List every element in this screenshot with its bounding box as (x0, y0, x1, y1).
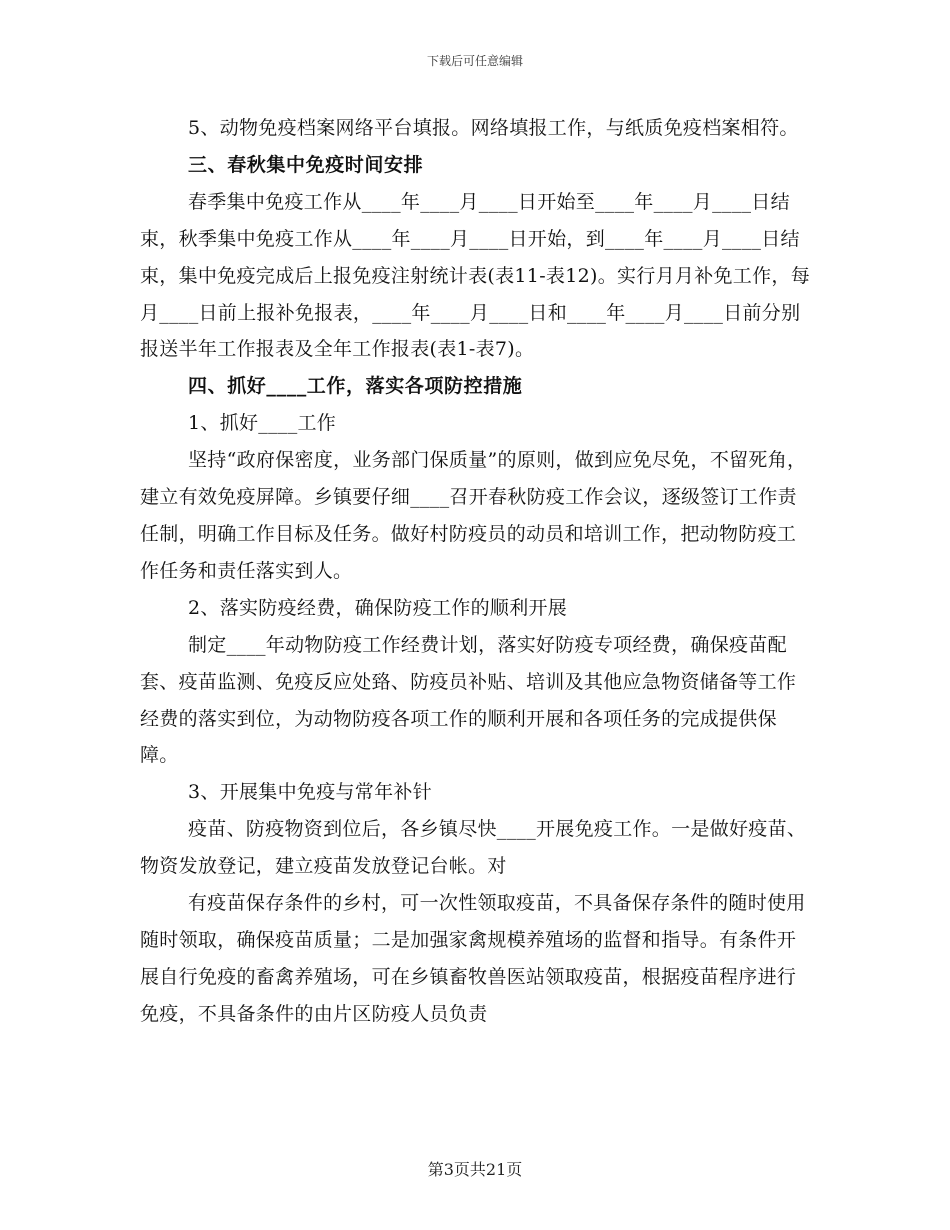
section-heading-4: 四、抓好____工作，落实各项防控措施 (188, 375, 523, 398)
page-footer: 第3页共21页 (427, 1160, 523, 1179)
section-heading-3: 三、春秋集中免疫时间安排 (188, 153, 424, 176)
subheading-3: 3、开展集中免疫与常年补针 (188, 781, 432, 804)
subparagraph-3: 疫苗、防疫物资到位后，各乡镇尽快____开展免疫工作。一是做好疫苗、物资发放登记，建立疫苗发放登记台帐。对 (140, 818, 807, 878)
page-header: 下载后可任意编辑 (426, 54, 523, 68)
schedule-paragraph: 春季集中免疫工作从____年____月____日开始至____年____月____日结束，秋季集中免疫工作从____年____月____日开始，到____年____月____日结束，集中免疫完成后上报免疫注射统计表(表11-表12)。实行月月补免工作，每月____日前上报补免报表，____年____月____日和____年____月____日前分别报送半年工作报表及全年工作报表(表1-表7)。 (140, 190, 811, 361)
subparagraph-2: 制定____年动物防疫工作经费计划，落实好防疫专项经费，确保疫苗配套、疫苗监测、免疫反应处臵、防疫员补贴、培训及其他应急物资储备等工作经费的落实到位，为动物防疫各项工作的顺利开展和各项任务的完成提供保障。 (140, 633, 797, 767)
document-body (140, 110, 810, 1033)
subparagraph-1: 坚持“政府保密度，业务部门保质量”的原则，做到应免尽免，不留死角，建立有效免疫屏障。乡镇要仔细____召开春秋防疫工作会议，逐级签订工作责任制，明确工作目标及任务。做好村防疫员的动员和培训工作，把动物防疫工作任务和责任落实到人。 (140, 449, 807, 582)
subheading-2: 2、落实防疫经费，确保防疫工作的顺利开展 (188, 596, 568, 619)
subheading-1: 1、抓好____工作 (188, 412, 337, 435)
subparagraph-3-continued: 有疫苗保存条件的乡村，可一次性领取疫苗，不具备保存条件的随时使用随时领取，确保疫苗质量；二是加强家禽规模养殖场的监督和指导。有条件开展自行免疫的畜禽养殖场，可在乡镇畜牧兽医站领取疫苗，根据疫苗程序进行免疫，不具备条件的由片区防疫人员负责 (140, 892, 806, 1025)
paragraph-5: 5、动物免疫档案网络平台填报。网络填报工作，与纸质免疫档案相符。 (188, 117, 799, 139)
